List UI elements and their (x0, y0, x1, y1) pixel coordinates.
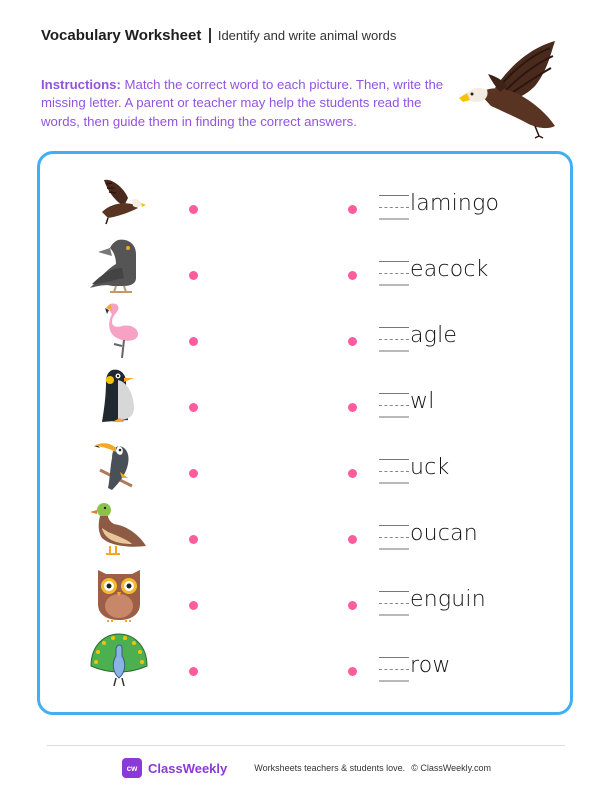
toucan-icon (88, 432, 150, 492)
peacock-icon (88, 630, 150, 690)
missing-letter-blank[interactable] (379, 327, 409, 352)
missing-letter-blank[interactable] (379, 657, 409, 682)
word-fragment: wl (410, 389, 435, 414)
instructions-label: Instructions: (41, 77, 121, 92)
word-fragment: row (410, 653, 451, 678)
crow-icon (88, 234, 150, 294)
instructions (41, 76, 461, 131)
word-fragment: oucan (410, 521, 478, 546)
classweekly-logo-icon: cw (122, 758, 142, 778)
duck-icon (88, 498, 150, 558)
missing-letter-blank[interactable] (379, 591, 409, 616)
eagle-icon (88, 168, 150, 228)
missing-letter-blank[interactable] (379, 393, 409, 418)
match-row (40, 560, 570, 626)
word-fragment: uck (410, 455, 450, 480)
footer (122, 758, 491, 778)
word-match-dot[interactable] (348, 271, 357, 280)
picture-match-dot[interactable] (189, 535, 198, 544)
missing-letter-blank[interactable] (379, 459, 409, 484)
brand-name: ClassWeekly (148, 760, 228, 776)
match-row (40, 230, 570, 296)
matching-card (37, 151, 573, 715)
missing-letter-blank[interactable] (379, 195, 409, 220)
instructions-text: Match the correct word to each picture. Then, write the missing letter. A parent or teacher may help the students read the words, then guide them in finding the correct answers. (41, 77, 444, 129)
missing-letter-blank[interactable] (379, 261, 409, 286)
picture-match-dot[interactable] (189, 337, 198, 346)
word-match-dot[interactable] (348, 205, 357, 214)
footer-copyright: © ClassWeekly.com (411, 763, 492, 773)
worksheet-header (41, 27, 396, 44)
picture-match-dot[interactable] (189, 667, 198, 676)
picture-match-dot[interactable] (189, 469, 198, 478)
word-fragment: agle (410, 323, 458, 348)
word-match-dot[interactable] (348, 403, 357, 412)
match-row (40, 494, 570, 560)
title-divider (209, 28, 211, 43)
match-row (40, 164, 570, 230)
match-row (40, 296, 570, 362)
owl-icon (88, 564, 150, 624)
missing-letter-blank[interactable] (379, 525, 409, 550)
footer-tagline: Worksheets teachers & students love. (254, 763, 406, 773)
page-subtitle: Identify and write animal words (217, 28, 397, 43)
word-match-dot[interactable] (348, 469, 357, 478)
picture-match-dot[interactable] (189, 205, 198, 214)
word-match-dot[interactable] (348, 535, 357, 544)
flamingo-icon (88, 300, 150, 360)
penguin-icon (88, 366, 150, 426)
page-title: Vocabulary Worksheet (41, 27, 202, 44)
match-row (40, 362, 570, 428)
footer-divider (47, 745, 565, 746)
word-fragment: eacock (410, 257, 489, 282)
word-match-dot[interactable] (348, 337, 357, 346)
word-fragment: enguin (410, 587, 486, 612)
picture-match-dot[interactable] (189, 271, 198, 280)
picture-match-dot[interactable] (189, 403, 198, 412)
word-fragment: lamingo (410, 191, 500, 216)
match-row (40, 626, 570, 692)
picture-match-dot[interactable] (189, 601, 198, 610)
eagle-icon (455, 36, 565, 146)
word-match-dot[interactable] (348, 667, 357, 676)
match-row (40, 428, 570, 494)
word-match-dot[interactable] (348, 601, 357, 610)
